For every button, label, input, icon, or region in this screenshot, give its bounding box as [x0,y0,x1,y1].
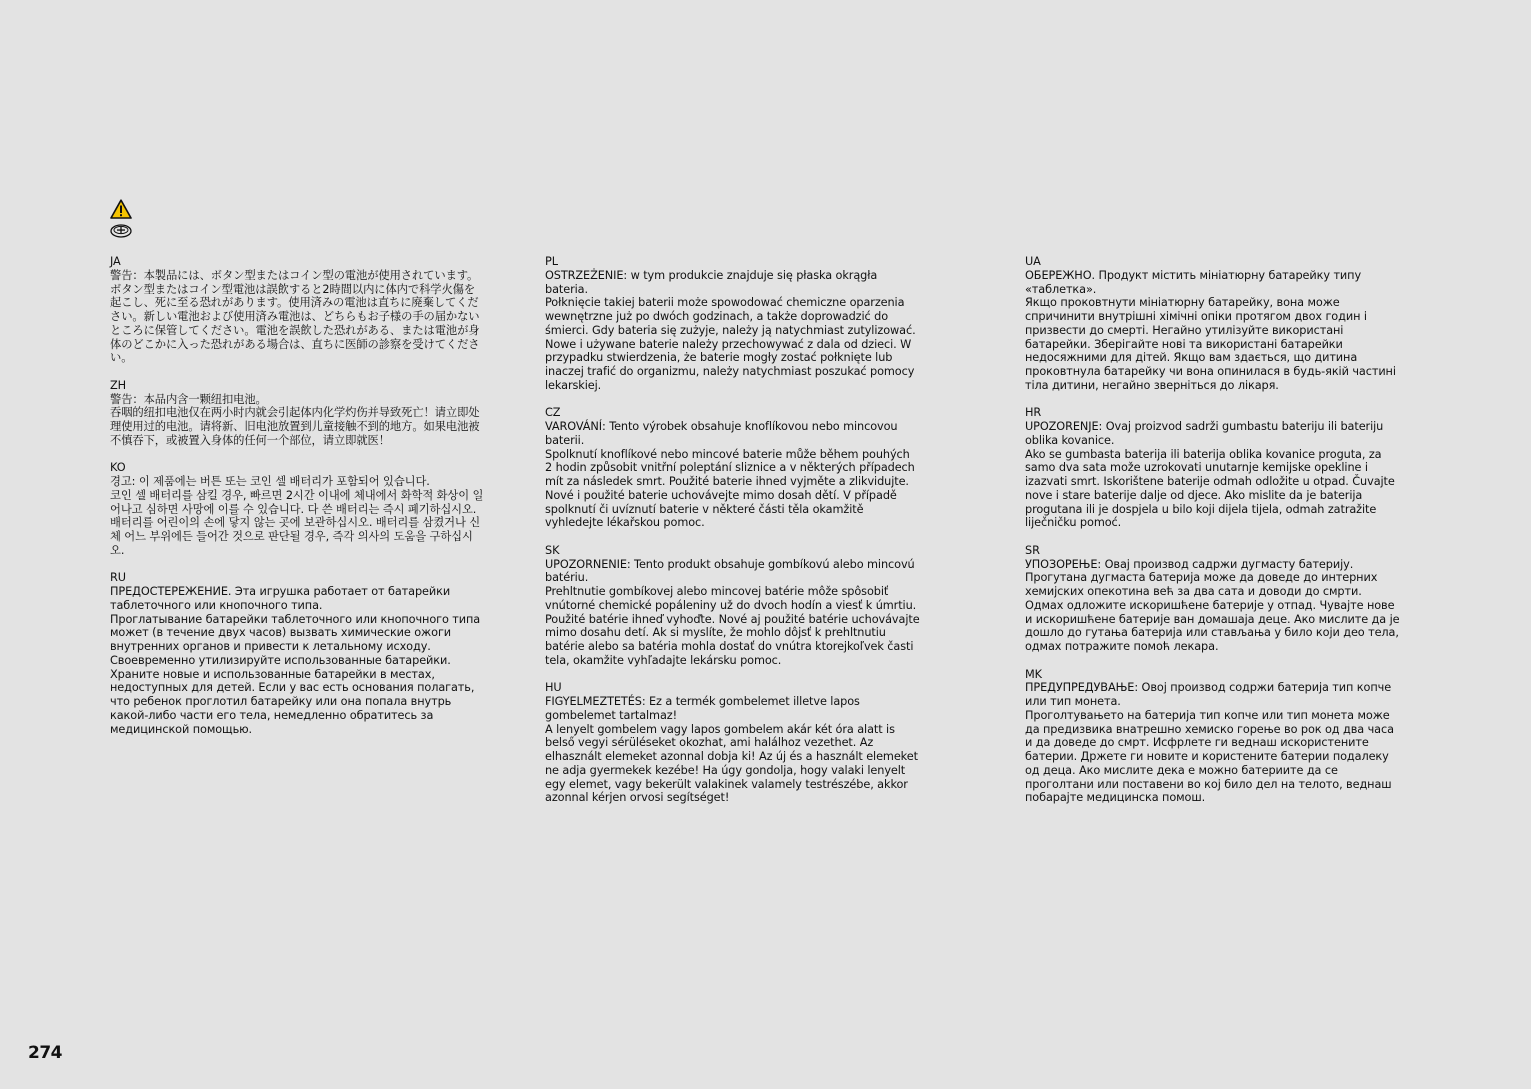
warning-heading: ПРЕДУПРЕДУВАЊЕ: Овој производ содржи батерија тип копче или тип монета. [1025,681,1392,708]
warning-icons [110,199,136,238]
warning-text: Prehltnutie gombíkovej alebo mincovej batérie môže spôsobiť vnútorné chemické popáleniny už do dvoch hodín a viesť k úmrtiu. Použité batérie ihneď vyhoďte. Nové aj použité batérie uchovávajte mimo dosahu detí. Ak si myslíte, že mohlo dôjsť k prehltnutiu batérie alebo sa batéria mohla dostať do vnútra ktorejkoľvek časti tela, okamžite vyhľadajte lekársku pomoc. [545,585,920,667]
warning-text: 코인 셀 배터리를 삼킬 경우, 빠르면 2시간 이내에 체내에서 화학적 화상이 일어나고 심하면 사망에 이를 수 있습니다. 다 쓴 배터리는 즉시 폐기하십시오. 배터리를 어린이의 손에 닿지 않는 곳에 보관하십시오. 배터리를 삼켰거나 신체 어느 부위에든 들어간 것으로 판단될 경우, 즉각 의사의 도움을 구하십시오. [110,488,484,557]
warning-block-ja [110,255,485,365]
warning-text: Połknięcie takiej baterii może spowodować chemiczne oparzenia wewnętrzne już po dwóch godzinach, a także doprowadzić do śmierci. Gdy bateria się zużyje, należy ją natychmiast zutylizować. Nowe i używane baterie należy przechowywać z dala od dzieci. W przypadku stwierdzenia, że baterie mogły zostać połknięte lub inaczej trafić do organizmu, należy natychmiast poszukać pomocy lekarskiej. [545,296,916,392]
language-code: SR [1025,543,1040,557]
warning-block-ko [110,461,485,557]
warning-text: Прогутана дугмаста батерија може да доведе до интерних хемијских опекотина већ за два сата и доводи до смрти. Одмах одложите искоришћене батерије у отпад. Чувајте нове и искоришћене батерије ван домашаја деце. Ако мислите да је дошло до гутања батерија или стављања у било који део тела, одмах потражите помоћ лекара. [1025,571,1400,653]
column-left [110,255,485,750]
warning-triangle-icon [110,199,132,219]
warning-block-hu [545,681,920,805]
language-code: RU [110,571,126,585]
language-code: KO [110,461,126,475]
warning-heading: OSTRZEŻENIE: w tym produkcie znajduje się płaska okrągła bateria. [545,268,878,296]
warning-heading: FIGYELMEZTETÉS: Ez a termék gombelemet illetve lapos gombelemet tartalmaz! [545,695,860,722]
warning-block-hr [1025,406,1400,530]
warning-text: ボタン型またはコイン型電池は誤飲すると2時間以内に体内で科学火傷を起こし、死に至る恐れがあります。使用済みの電池は直ちに廃棄してください。新しい電池および使用済み電池は、どちらもお子様の手の届かないところに保管してください。電池を誤飲した恐れがある、または電池が身体のどこかに入った恐れがある場合は、直ちに医師の診察を受けてください。 [110,282,480,365]
warning-text: Проголтувањето на батерија тип копче или тип монета може да предизвика внатрешно хемиско горење во рок од два часа и да доведе до смрт. Исфрлете ги веднаш искористените батерии. Држете ги новите и користените батерии подалеку од деца. Ако мислите дека е можно батериите да се проголтани или поставени во кој било дел на телото, веднаш побарајте медицинска помош. [1025,708,1394,805]
warning-heading: 警告：本製品には、ボタン型またはコイン型の電池が使用されています。 [110,268,479,282]
language-code: UA [1025,255,1041,268]
warning-block-mk [1025,668,1400,806]
warning-text: A lenyelt gombelem vagy lapos gombelem akár két óra alatt is belső vegyi sérüléseket okozhat, ami halálhoz vezethet. Az elhasznált elemeket azonnal dobja ki! Az új és a használt elemeket ne adja gyermekek kezébe! Ha úgy gondolja, hogy valaki lenyelt egy elemet, vagy bekerült valakinek valamely testrészébe, akkor azonnal kérjen orvosi segítséget! [545,722,918,805]
language-code: JA [110,255,121,268]
warning-heading: UPOZORNENIE: Tento produkt obsahuje gombíkovú alebo mincovú batériu. [545,557,915,585]
warning-block-ua [1025,255,1400,393]
warning-text: Якщо проковтнути мініатюрну батарейку, вона може спричинити внутрішні хімічні опіки протягом двох годин і призвести до смерті. Негайно утилізуйте використані батарейки. Зберігайте нові та використані батарейки недосяжними для дітей. Якщо вам здається, що дитина проковтнула батарейку чи вона опинилася в будь-якій частині тіла дитини, негайно зверніться до лікаря. [1025,296,1396,392]
language-code: ZH [110,378,127,392]
warning-heading: 警告：本品内含一颗纽扣电池。 [110,392,267,406]
warning-block-sk [545,544,920,668]
language-code: MK [1025,667,1042,681]
warning-block-sr [1025,544,1400,654]
warning-heading: УПОЗОРЕЊЕ: Овај производ садржи дугмасту батерију. [1025,557,1354,571]
coin-battery-icon [110,224,132,238]
warning-block-pl [545,255,920,393]
language-code: HR [1025,406,1042,420]
warning-text: Проглатывание батарейки таблеточного или кнопочного типа может (в течение двух часов) вызвать химические ожоги внутренних органов и привести к летальному исходу. Своевременно утилизируйте использованные батарейки. Храните новые и использованные батарейки в местах, недоступных для детей. Если у вас есть основания полагать, что ребенок проглотил батарейку или она попала внутрь какой-либо части его тела, немедленно обратитесь за медицинской помощью. [110,612,481,736]
warning-text: Spolknutí knoflíkové nebo mincové baterie může během pouhých 2 hodin způsobit vnitřní poleptání sliznice a v některých případech mít za následek smrt. Použité baterie ihned vyjměte a zlikvidujte. Nové i použité baterie uchovávejte mimo dosah dětí. V případě spolknutí či uvíznutí baterie v některé části těla okamžitě vyhledejte lékařskou pomoc. [545,447,915,530]
warning-text: Ako se gumbasta baterija ili baterija oblika kovanice proguta, za samo dva sata može uzrokovati unutarnje kemijske opekline i izazvati smrt. Iskorištene baterije odmah odložite u otpad. Čuvajte nove i stare baterije dalje od djece. Ako mislite da je baterija progutana ili je dospjela u bilo koji dijela tijela, odmah zatražite liječničku pomoć. [1025,447,1395,530]
column-middle [545,255,920,819]
language-code: HU [545,681,562,695]
language-code: PL [545,255,558,268]
language-code: CZ [545,406,561,420]
language-code: SK [545,543,560,557]
warning-heading: 경고: 이 제품에는 버튼 또는 코인 셀 배터리가 포함되어 있습니다. [110,475,430,488]
warning-heading: VAROVÁNÍ: Tento výrobek obsahuje knoflíkovou nebo mincovou baterii. [545,420,898,447]
page-number: 274 [28,1043,62,1063]
warning-text: 吞咽的纽扣电池仅在两小时内就会引起体内化学灼伤并导致死亡！请立即处理使用过的电池。请将新、旧电池放置到儿童接触不到的地方。如果电池被不慎吞下，或被置入身体的任何一个部位，请立即就医！ [110,406,480,447]
warning-heading: ПРЕДОСТЕРЕЖЕНИЕ. Эта игрушка работает от батарейки таблеточного или кнопочного типа. [110,585,451,612]
warning-block-ru [110,571,485,736]
warning-block-zh [110,379,485,448]
column-right [1025,255,1400,819]
warning-block-cz [545,406,920,530]
warning-heading: ОБЕРЕЖНО. Продукт містить мініатюрну батарейку типу «таблетка». [1025,268,1362,296]
warning-heading: UPOZORENJE: Ovaj proizvod sadrži gumbastu bateriju ili bateriju oblika kovanice. [1025,420,1384,447]
